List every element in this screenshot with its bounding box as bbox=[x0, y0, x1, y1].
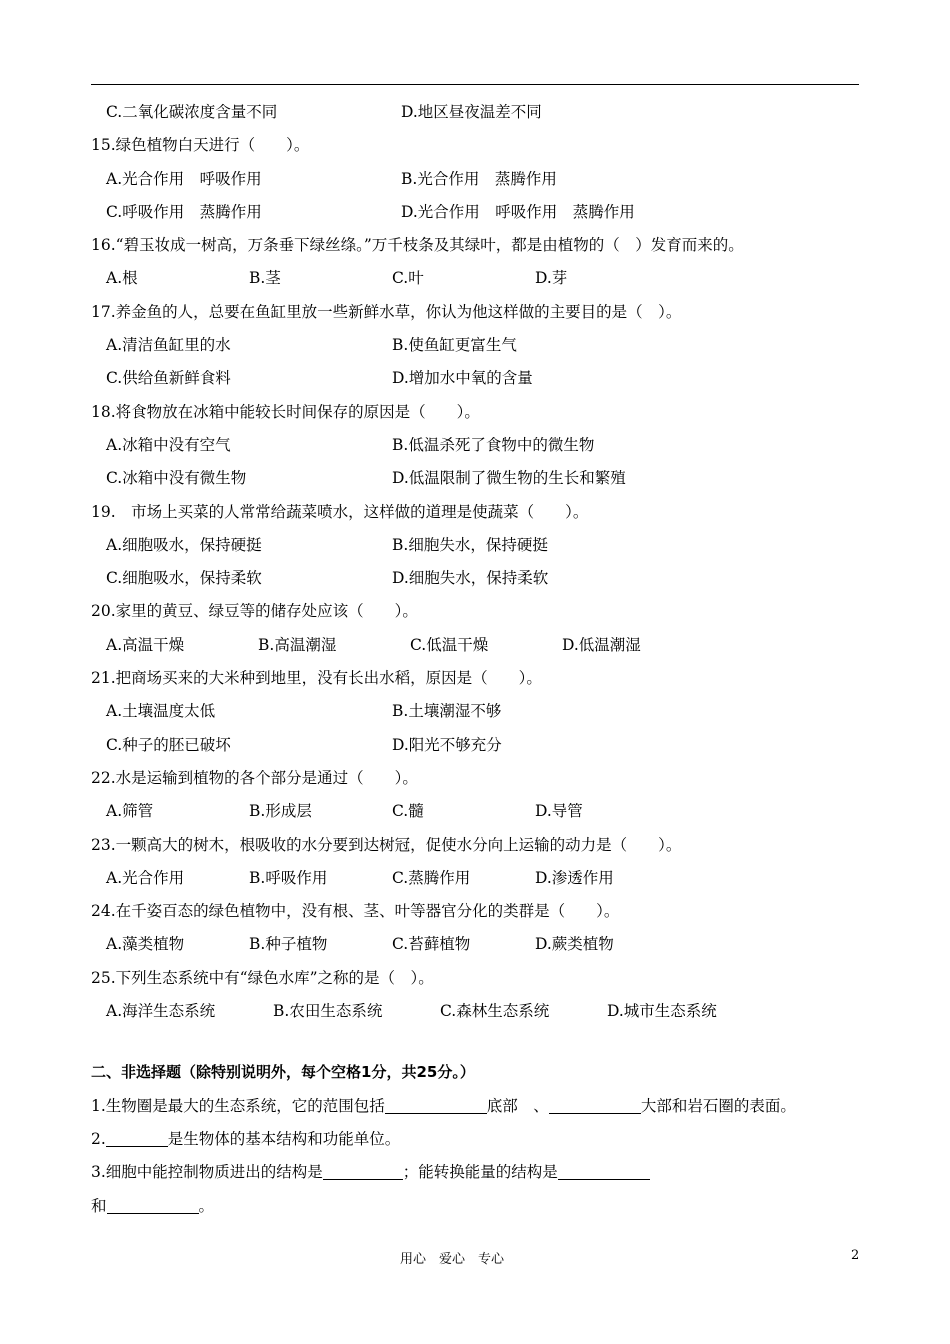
answer-option: C.蒸腾作用 bbox=[392, 868, 471, 887]
option-row bbox=[91, 562, 859, 595]
option-row bbox=[91, 329, 859, 362]
answer-option: B.呼吸作用 bbox=[249, 868, 328, 887]
answer-blank[interactable] bbox=[558, 1161, 650, 1180]
fill-text: 1.生物圈是最大的生态系统，它的范围包括 bbox=[91, 1096, 385, 1115]
answer-option: D.光合作用 呼吸作用 蒸腾作用 bbox=[401, 202, 635, 221]
answer-option: A.光合作用 bbox=[106, 868, 185, 887]
question-stem: 21.把商场买来的大米种到地里，没有长出水稻，原因是（ ）。 bbox=[91, 669, 542, 688]
answer-option: D.芽 bbox=[535, 269, 568, 288]
fill-text: 大部和岩石圈的表面。 bbox=[640, 1096, 796, 1115]
answer-option: A.冰箱中没有空气 bbox=[106, 435, 231, 454]
answer-option: B.农田生态系统 bbox=[273, 1002, 383, 1021]
footer-motto: 用心 爱心 专心 bbox=[400, 1252, 505, 1267]
answer-option: C.供给鱼新鲜食料 bbox=[106, 369, 231, 388]
page-footer bbox=[0, 1248, 950, 1268]
answer-option: D.蕨类植物 bbox=[535, 935, 614, 954]
option-row bbox=[91, 96, 859, 129]
fill-text: 是生物体的基本结构和功能单位。 bbox=[167, 1129, 401, 1148]
fill-question-3-cont bbox=[91, 1190, 859, 1223]
option-row bbox=[91, 695, 859, 728]
option-row bbox=[91, 995, 859, 1028]
question-stem: 19. 市场上买菜的人常常给蔬菜喷水，这样做的道理是使蔬菜（ ）。 bbox=[91, 502, 589, 521]
answer-option: C.苔藓植物 bbox=[392, 935, 471, 954]
answer-option: B.土壤潮湿不够 bbox=[392, 702, 502, 721]
answer-option: D.低温限制了微生物的生长和繁殖 bbox=[392, 469, 626, 488]
option-row bbox=[91, 729, 859, 762]
answer-option: A.土壤温度太低 bbox=[106, 702, 216, 721]
option-row bbox=[91, 429, 859, 462]
question-stem: 23.一颗高大的树木，根吸收的水分要到达树冠，促使水分向上运输的动力是（ ）。 bbox=[91, 835, 682, 854]
answer-blank[interactable] bbox=[549, 1095, 641, 1114]
question-stem: 16.“碧玉妆成一树高，万条垂下绿丝绦。”万千枝条及其绿叶，都是由植物的（ ）发育而来的。 bbox=[91, 236, 744, 255]
answer-option: C.叶 bbox=[392, 269, 424, 288]
option-row bbox=[91, 163, 859, 196]
answer-option: B.形成层 bbox=[249, 802, 312, 821]
answer-option: D.增加水中氧的含量 bbox=[392, 369, 533, 388]
answer-option: B.光合作用 蒸腾作用 bbox=[401, 169, 557, 188]
fill-text: ；能转换能量的结构是 bbox=[402, 1163, 558, 1182]
answer-blank[interactable] bbox=[107, 1195, 199, 1214]
option-row bbox=[91, 862, 859, 895]
question-stem: 25.下列生态系统中有“绿色水库”之称的是（ ）。 bbox=[91, 968, 434, 987]
answer-option: B.种子植物 bbox=[249, 935, 328, 954]
answer-option: D.阳光不够充分 bbox=[392, 735, 502, 754]
header-rule bbox=[91, 84, 859, 85]
answer-option: B.高温潮湿 bbox=[258, 635, 337, 654]
option-row bbox=[91, 928, 859, 961]
fill-question-2 bbox=[91, 1123, 859, 1156]
section-title: 二、非选择题（除特别说明外，每个空格1分，共25分。） bbox=[91, 1063, 475, 1082]
fill-text: 2. bbox=[91, 1129, 106, 1148]
option-row bbox=[91, 462, 859, 495]
answer-option: C.二氧化碳浓度含量不同 bbox=[106, 103, 278, 121]
question-stem: 18.将食物放在冰箱中能较长时间保存的原因是（ ）。 bbox=[91, 402, 480, 421]
answer-option: C.冰箱中没有微生物 bbox=[106, 469, 247, 488]
page-number: 2 bbox=[851, 1248, 860, 1263]
answer-option: D.细胞失水，保持柔软 bbox=[392, 569, 549, 588]
answer-option: B.细胞失水，保持硬挺 bbox=[392, 535, 548, 554]
question-stem: 17.养金鱼的人，总要在鱼缸里放一些新鲜水草，你认为他这样做的主要目的是（ ）。 bbox=[91, 302, 682, 321]
answer-option: D.导管 bbox=[535, 802, 583, 821]
answer-option: A.清洁鱼缸里的水 bbox=[106, 336, 231, 355]
question-stem: 24.在千姿百态的绿色植物中，没有根、茎、叶等器官分化的类群是（ ）。 bbox=[91, 902, 620, 921]
option-row bbox=[91, 529, 859, 562]
question-stem: 22.水是运输到植物的各个部分是通过（ ）。 bbox=[91, 768, 418, 787]
answer-option: C.呼吸作用 蒸腾作用 bbox=[106, 202, 262, 221]
fill-text: 3.细胞中能控制物质进出的结构是 bbox=[91, 1163, 323, 1182]
answer-option: A.光合作用 呼吸作用 bbox=[106, 169, 262, 188]
option-row bbox=[91, 795, 859, 828]
answer-option: D.渗透作用 bbox=[535, 868, 614, 887]
option-row bbox=[91, 629, 859, 662]
answer-option: C.低温干燥 bbox=[410, 635, 489, 654]
answer-option: A.筛管 bbox=[106, 802, 154, 821]
question-stem: 15.绿色植物白天进行（ ）。 bbox=[91, 136, 310, 155]
answer-option: A.海洋生态系统 bbox=[106, 1002, 216, 1021]
answer-option: D.地区昼夜温差不同 bbox=[401, 103, 542, 121]
option-row bbox=[91, 196, 859, 229]
option-row bbox=[91, 362, 859, 395]
answer-option: A.细胞吸水，保持硬挺 bbox=[106, 535, 262, 554]
answer-option: A.藻类植物 bbox=[106, 935, 185, 954]
answer-blank[interactable] bbox=[385, 1095, 487, 1114]
answer-option: B.茎 bbox=[249, 269, 281, 288]
answer-option: A.根 bbox=[106, 269, 138, 288]
answer-option: D.低温潮湿 bbox=[562, 635, 641, 654]
fill-text: 和 bbox=[91, 1196, 107, 1215]
answer-option: B.低温杀死了食物中的微生物 bbox=[392, 435, 595, 454]
answer-option: A.高温干燥 bbox=[106, 635, 185, 654]
fill-text: 。 bbox=[198, 1196, 215, 1215]
answer-option: C.森林生态系统 bbox=[440, 1002, 550, 1021]
fill-question-1 bbox=[91, 1090, 859, 1123]
answer-blank[interactable] bbox=[323, 1161, 403, 1180]
question-stem: 20.家里的黄豆、绿豆等的储存处应该（ ）。 bbox=[91, 602, 418, 621]
answer-blank[interactable] bbox=[106, 1128, 168, 1147]
fill-question-3 bbox=[91, 1156, 859, 1189]
answer-option: C.髓 bbox=[392, 802, 424, 821]
document-body bbox=[91, 96, 859, 1223]
section-heading bbox=[91, 1056, 859, 1089]
answer-option: D.城市生态系统 bbox=[607, 1002, 717, 1021]
fill-text: 底部 、 bbox=[486, 1096, 549, 1115]
answer-option: C.细胞吸水，保持柔软 bbox=[106, 569, 262, 588]
option-row bbox=[91, 262, 859, 295]
answer-option: C.种子的胚已破坏 bbox=[106, 735, 231, 754]
answer-option: B.使鱼缸更富生气 bbox=[392, 336, 517, 355]
